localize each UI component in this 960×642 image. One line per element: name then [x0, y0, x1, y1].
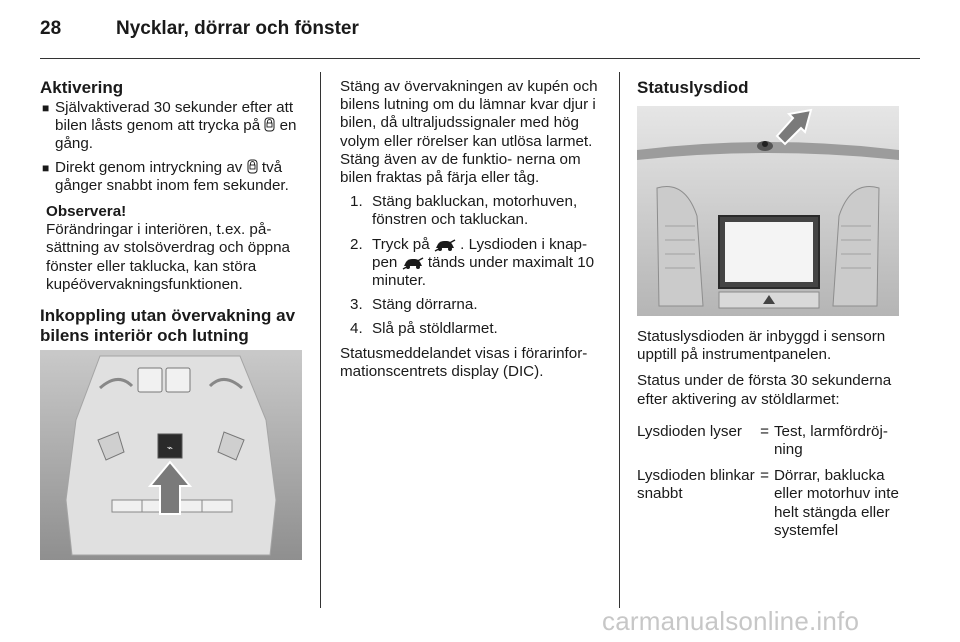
- note-block: [46, 203, 308, 294]
- page-header: [40, 18, 920, 50]
- intro-text: Stäng av övervakningen av kupén och bilens lutning om du lämnar kvar djur i bilen, då ultraljudssignaler med hög volym eller rörelser kan utlösa larmet. Stäng även av de funktio- nerna om bilen fraktas på färja eller tåg.: [340, 78, 598, 187]
- page-title: Nycklar, dörrar och fönster: [116, 18, 359, 39]
- dashboard-led-image: [637, 106, 899, 316]
- heading-activation: Aktivering: [40, 78, 124, 97]
- bullet-text: en gång.: [55, 117, 297, 153]
- note-text: Förändringar i interiören, t.ex. på- sättning av stolsöverdrag och öppna fönster eller taklucka, kan störa kupéövervakningsfunktionen.: [46, 221, 291, 293]
- caption-text: Statuslysdioden är inbyggd i sensorn upptill på instrumentpanelen.: [637, 328, 886, 364]
- bullet-text: två gånger snabbt inom fem sekunder.: [55, 158, 289, 194]
- column-divider-2: [619, 72, 620, 608]
- car-tilt-icon: [434, 239, 456, 252]
- outro-text: Statusmeddelandet visas i förarinfor- mationscentrets display (DIC).: [340, 344, 588, 380]
- bullet-icon: ■: [42, 160, 50, 175]
- activation-list: [40, 99, 308, 195]
- table-row: [637, 467, 905, 540]
- table-row: [637, 423, 905, 459]
- heading-status-led: Statuslysdiod: [637, 78, 749, 97]
- list-item: [40, 99, 308, 154]
- status-table: [637, 423, 905, 540]
- step-text: . Lysdioden i knap- pen: [372, 235, 588, 271]
- key-lock-icon: [264, 117, 275, 132]
- column-left: [40, 78, 308, 346]
- bullet-text: Direkt genom intryckning av: [55, 158, 243, 176]
- status-value: Dörrar, baklucka eller motorhuv inte helt stängda eller systemfel: [773, 467, 899, 539]
- list-item: [340, 296, 604, 314]
- list-item: [40, 159, 308, 195]
- step-text: Stäng dörrarna.: [372, 296, 478, 314]
- header-divider: [40, 58, 920, 59]
- note-title: Observera!: [46, 203, 127, 221]
- step-text: tänds under maximalt 10 minuter.: [372, 253, 595, 290]
- step-text: Stäng bakluckan, motorhuven, fönstren och takluckan.: [372, 193, 578, 229]
- status-label: Lysdioden lyser: [637, 422, 742, 440]
- roof-console-image: [40, 350, 302, 560]
- status-intro: Status under de första 30 sekunderna efter aktivering av stöldlarmet:: [637, 372, 892, 408]
- list-item: [340, 193, 604, 229]
- list-item: [340, 236, 604, 291]
- step-number: 4.: [350, 320, 363, 338]
- watermark: carmanualsonline.info: [602, 606, 860, 636]
- step-text: Tryck på: [372, 235, 430, 253]
- step-number: 2.: [350, 235, 363, 253]
- status-separator: =: [760, 467, 769, 485]
- step-number: 1.: [350, 193, 363, 211]
- key-lock-icon: [247, 159, 258, 174]
- page-number: 28: [40, 18, 62, 39]
- status-value: Test, larmfördröj- ning: [773, 422, 888, 459]
- step-number: 3.: [350, 296, 363, 314]
- step-text: Slå på stöldlarmet.: [372, 320, 498, 338]
- car-tilt-icon: [402, 257, 424, 270]
- status-label: Lysdioden blinkar snabbt: [637, 467, 755, 503]
- steps-list: [340, 193, 604, 338]
- bullet-icon: ■: [42, 101, 50, 115]
- status-separator: =: [760, 422, 769, 440]
- list-item: [340, 320, 604, 338]
- bullet-text: Självaktiverad 30 sekunder efter att bilen låsts genom att trycka på: [55, 99, 294, 135]
- column-divider-1: [320, 72, 321, 608]
- column-middle: [340, 78, 604, 381]
- heading-disable-monitoring: Inkoppling utan övervakning av bilens interiör och lutning: [40, 306, 296, 346]
- svg-text:⌁: ⌁: [166, 443, 174, 454]
